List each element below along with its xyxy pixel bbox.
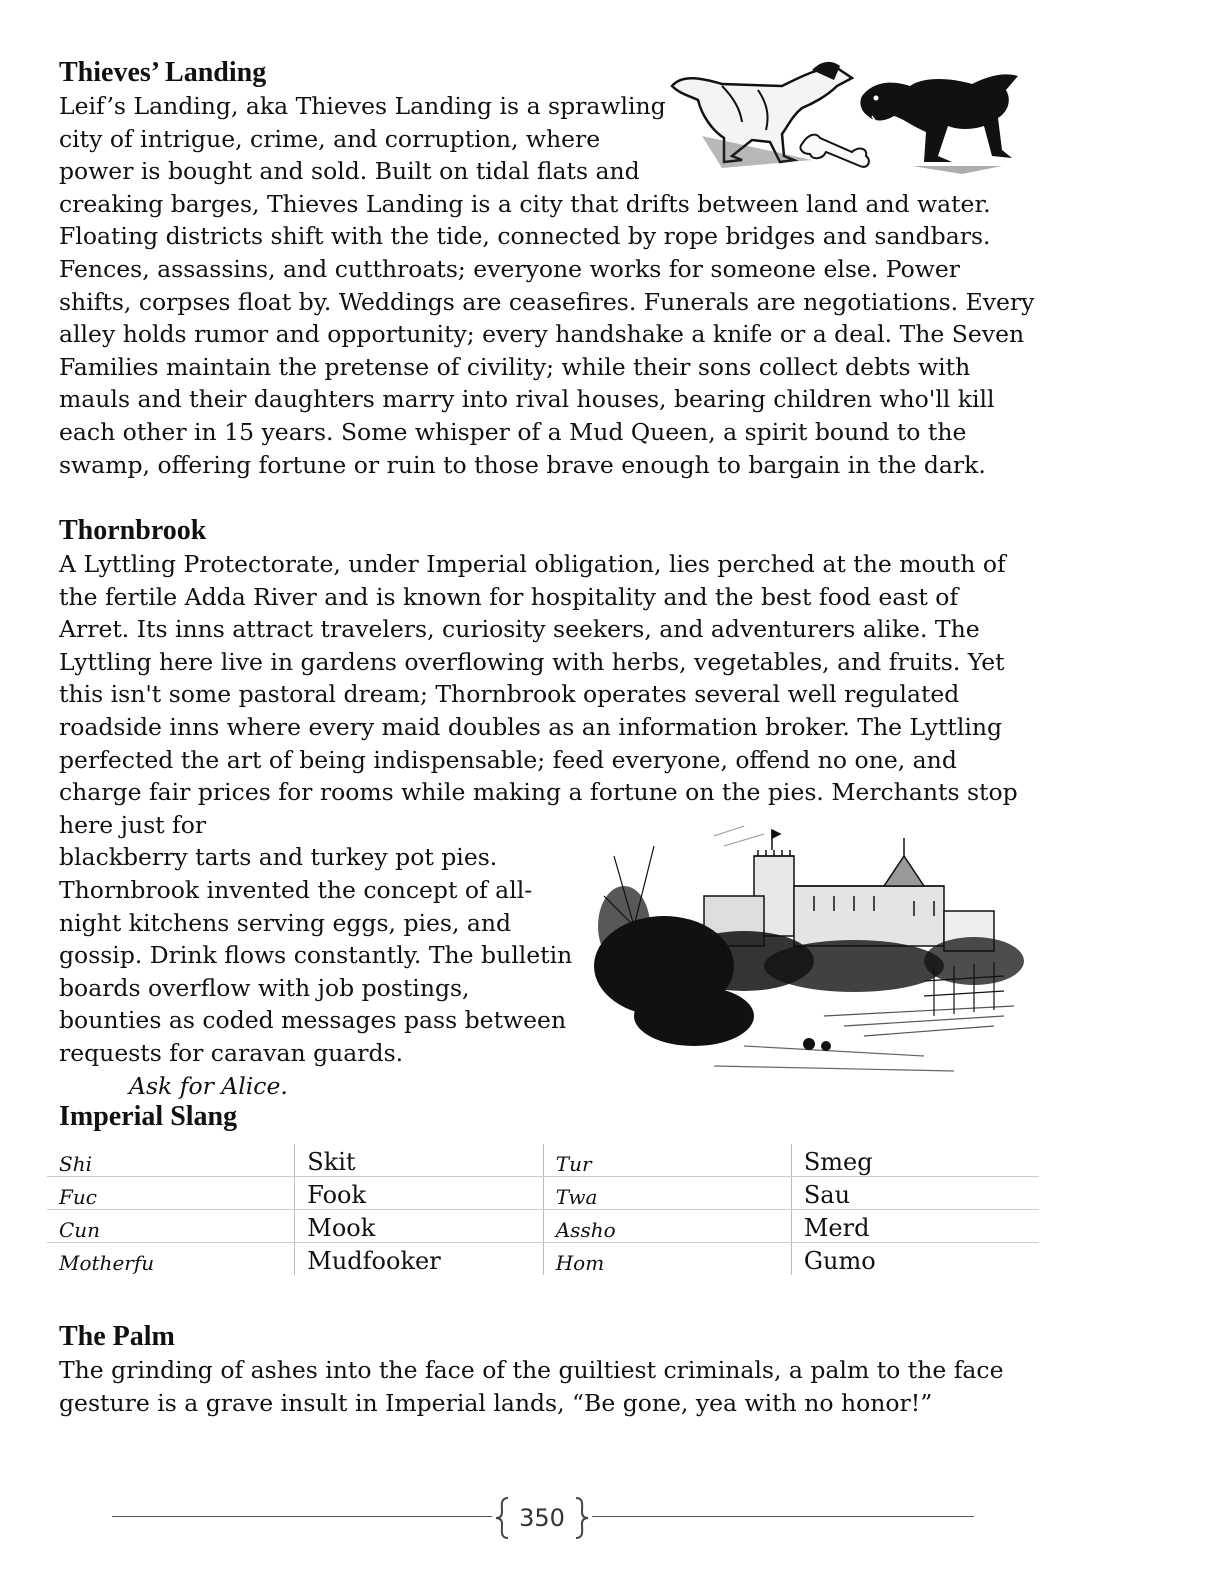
castle-landscape-illustration <box>594 816 1024 1081</box>
slang-cell: Skit <box>295 1144 543 1177</box>
page-number: 350 <box>519 1504 565 1532</box>
thieves-landing-text: Leif’s Landing, aka Thieves Landing is a sprawling city of intrigue, crime, and corruption, where power is bought and sold. Built on tidal flats and creaking barges, Thieves Landing is a city that drifts between land and water. Floating districts shift with the tide, connected by rope bridges and sandbars. Fences, assassins, and cutthroats; everyone works for someone else. Power shifts, corpses float by. Weddings are ceasefires. Funerals are negotiations. Every alley holds rumor and opportunity; every handshake a knife or a deal. The Seven Families maintain the pretense of civility; while their sons collect debts with mauls and their daughters marry into rival houses, bearing children who'll kill each other in 15 years. Some whisper of a Mud Queen, a spirit bound to the swamp, offering fortune or ruin to those brave enough to bargain in the dark. <box>59 92 1035 479</box>
footer-rule-right <box>592 1516 974 1517</box>
table-row <box>47 1210 1039 1243</box>
the-palm-body: The grinding of ashes into the face of the guiltiest criminals, a palm to the face gesture is a grave insult in Imperial lands, “Be gone, yea with no honor!” <box>59 1356 1004 1417</box>
slang-cell: Assho <box>543 1210 791 1243</box>
right-brace-icon <box>572 1496 592 1540</box>
slang-cell: Shi <box>47 1144 295 1177</box>
slang-cell: Fook <box>295 1177 543 1210</box>
slang-cell: Tur <box>543 1144 791 1177</box>
table-row <box>47 1177 1039 1210</box>
footer-rule-left <box>112 1516 492 1517</box>
slang-cell: Motherfu <box>59 1251 155 1275</box>
section-imperial-slang <box>59 1100 1039 1275</box>
slang-cell: Hom <box>543 1243 791 1276</box>
page-footer <box>112 1494 974 1542</box>
section-title-imperial-slang: Imperial Slang <box>59 1101 238 1132</box>
slang-cell: Mudfooker <box>295 1243 543 1276</box>
slang-cell: Merd <box>791 1210 1039 1243</box>
ask-for-alice-note: Ask for Alice. <box>129 1071 288 1100</box>
section-the-palm <box>59 1320 1039 1419</box>
slang-cell: Sau <box>791 1177 1039 1210</box>
section-title-thieves-landing: Thieves’ Landing <box>59 57 267 88</box>
section-title-the-palm: The Palm <box>59 1321 175 1352</box>
slang-cell: Smeg <box>791 1144 1039 1177</box>
slang-cell: Cun <box>47 1210 295 1243</box>
slang-table <box>47 1144 1039 1275</box>
thornbrook-body-wrapped: blackberry tarts and turkey pot pies. Thornbrook invented the concept of all-night kitchens serving eggs, pies, and gossip. Drink flows constantly. The bulletin boards overflow with job postings, bounties as coded messages pass between requests for caravan guards. <box>59 843 573 1067</box>
table-row <box>47 1243 1039 1276</box>
slang-cell: Fuc <box>47 1177 295 1210</box>
dogs-fighting-illustration <box>662 56 1022 178</box>
thornbrook-body: A Lyttling Protectorate, under Imperial obligation, lies perched at the mouth of the fertile Adda River and is known for hospitality and the best food east of Arret. Its inns attract travelers, curiosity seekers, and adventurers alike. The Lyttling here live in gardens overflowing with herbs, vegetables, and fruits. Yet this isn't some pastoral dream; Thornbrook operates several well regulated roadside inns where every maid doubles as an information broker. The Lyttling perfected the art of being indispensable; feed everyone, offend no one, and charge fair prices for rooms while making a fortune on the pies. Merchants stop here just for <box>59 550 1018 839</box>
slang-cell: Twa <box>543 1177 791 1210</box>
page-content <box>59 56 1039 1417</box>
section-title-thornbrook: Thornbrook <box>59 515 207 546</box>
slang-cell: Mook <box>295 1210 543 1243</box>
table-row <box>47 1144 1039 1177</box>
slang-cell: Gumo <box>791 1243 1039 1276</box>
